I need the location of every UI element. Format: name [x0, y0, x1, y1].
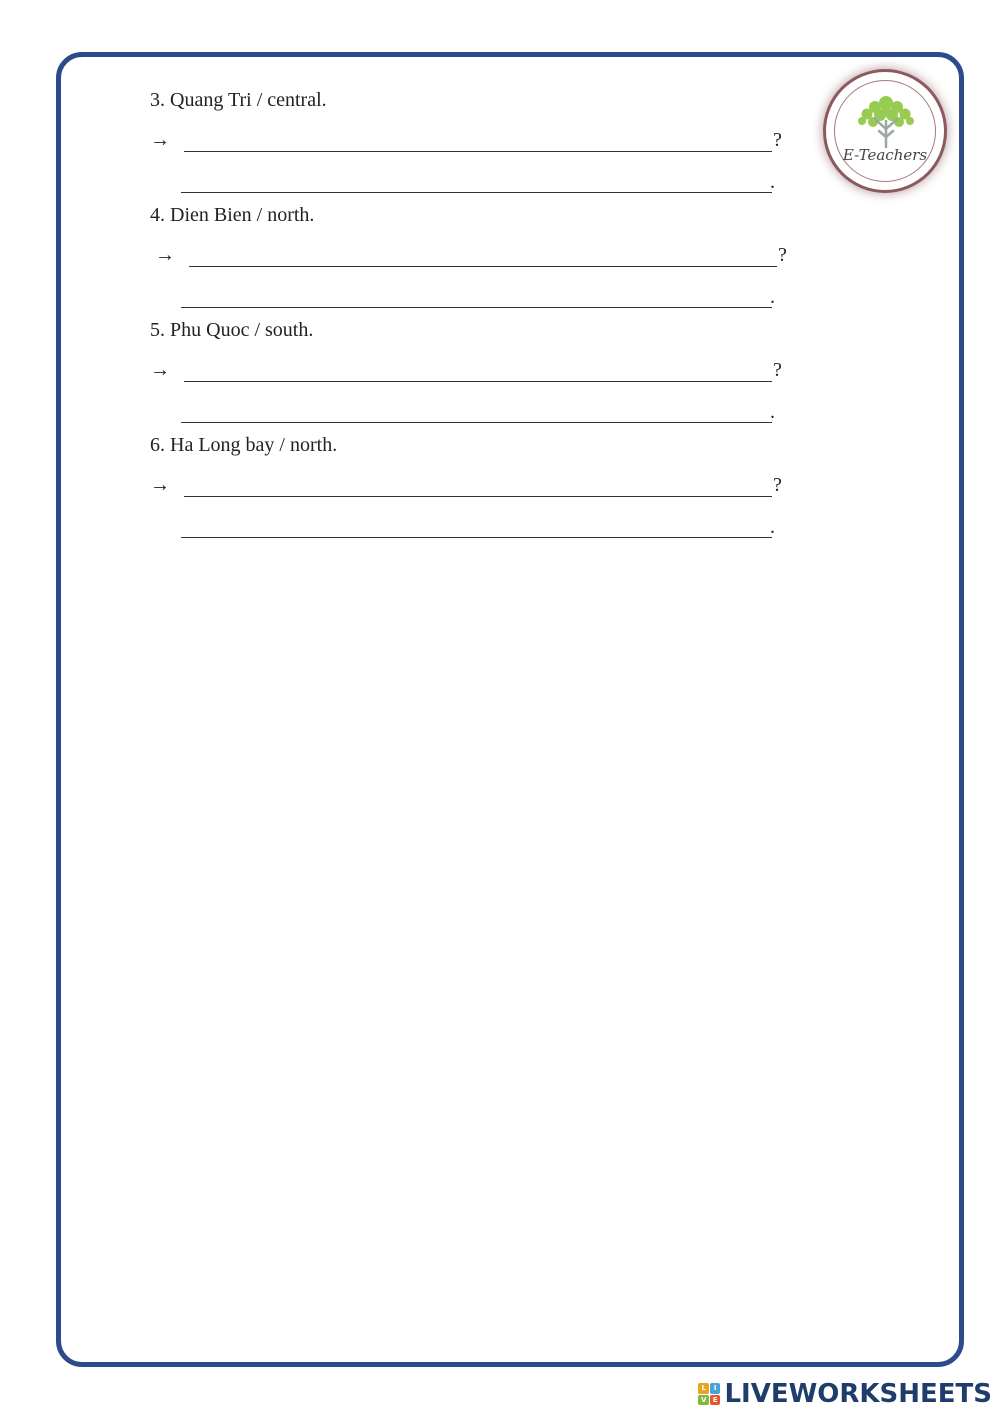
arrow-icon: →	[155, 244, 175, 266]
liveworksheets-logo-icon	[698, 1383, 720, 1405]
liveworksheets-brand	[698, 1379, 992, 1409]
item-prompt: 4. Dien Bien / north.	[150, 204, 315, 226]
icon-letter: L	[698, 1383, 709, 1394]
item-prompt: 6. Ha Long bay / north.	[150, 434, 338, 456]
arrow-icon: →	[150, 474, 170, 496]
question-mark: ?	[778, 244, 787, 266]
sentence-answer-blank[interactable]	[181, 536, 772, 538]
sentence-answer-blank[interactable]	[181, 421, 772, 423]
e-teachers-logo	[826, 72, 944, 190]
arrow-icon: →	[150, 359, 170, 381]
question-mark: ?	[773, 474, 782, 496]
icon-letter: I	[710, 1383, 721, 1394]
answer-area	[150, 358, 790, 428]
question-mark: ?	[773, 359, 782, 381]
full-stop: .	[770, 171, 775, 193]
answer-area	[150, 243, 790, 313]
answer-area	[150, 473, 790, 543]
sentence-answer-blank[interactable]	[181, 306, 772, 308]
logo-text: E-Teachers	[842, 146, 928, 164]
liveworksheets-wordmark: LIVEWORKSHEETS	[724, 1379, 992, 1409]
icon-letter: V	[698, 1395, 709, 1406]
logo-inner-ring	[834, 80, 936, 182]
sentence-answer-blank[interactable]	[181, 191, 772, 193]
full-stop: .	[770, 286, 775, 308]
icon-letter: E	[710, 1395, 721, 1406]
item-prompt: 3. Quang Tri / central.	[150, 89, 327, 111]
question-answer-blank[interactable]	[184, 495, 772, 497]
full-stop: .	[770, 401, 775, 423]
answer-area	[150, 128, 790, 198]
question-answer-blank[interactable]	[184, 150, 772, 152]
arrow-icon: →	[150, 129, 170, 151]
question-answer-blank[interactable]	[184, 380, 772, 382]
question-answer-blank[interactable]	[189, 265, 777, 267]
tree-icon	[835, 81, 936, 182]
full-stop: .	[770, 516, 775, 538]
item-prompt: 5. Phu Quoc / south.	[150, 319, 314, 341]
question-mark: ?	[773, 129, 782, 151]
